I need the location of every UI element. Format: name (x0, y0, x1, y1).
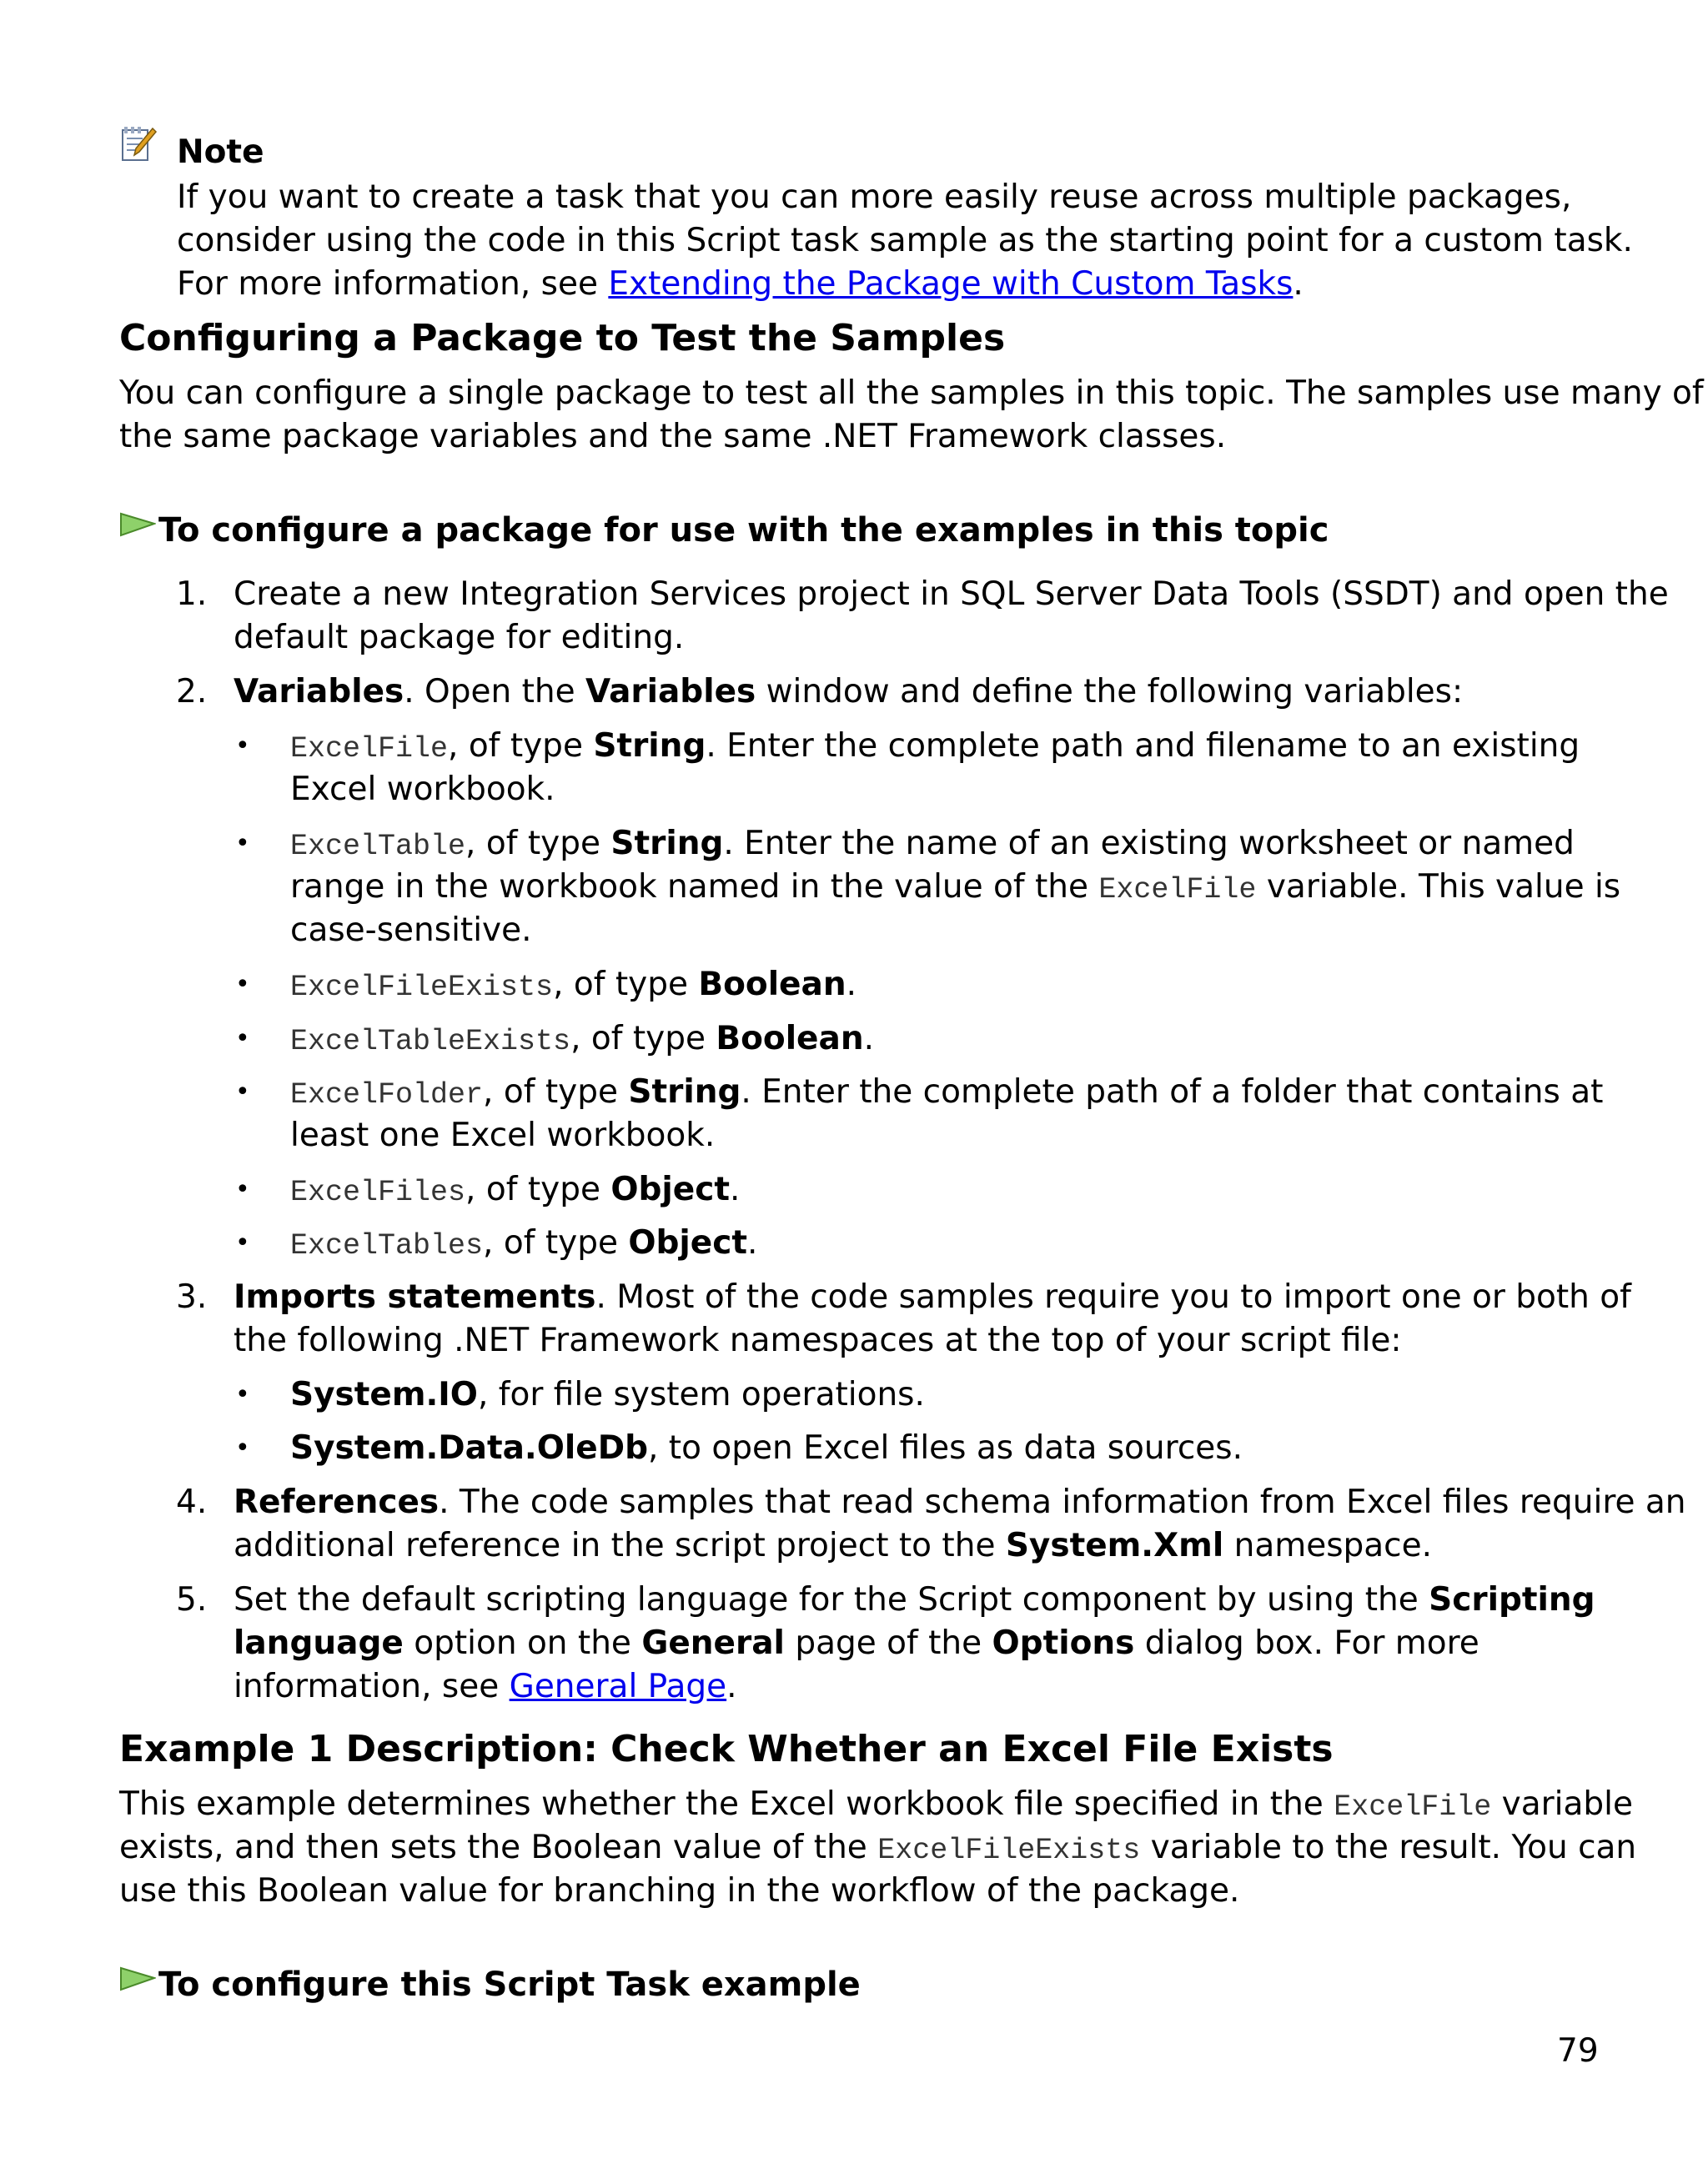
bullet: • (235, 1433, 250, 1463)
namespace-item: System.Data.OleDb, to open Excel files as data sources. (290, 1429, 1243, 1467)
step-text: default package for editing. (234, 619, 685, 656)
note-line: consider using the code in this Script task sample as the starting point for a custom task. (177, 222, 1633, 259)
step-text: References. The code samples that read schema information from Excel files require an (234, 1484, 1686, 1521)
step-number: 1. (176, 575, 208, 613)
step-number: 3. (176, 1278, 208, 1316)
step-text: additional reference in the script project to the System.Xml namespace. (234, 1527, 1433, 1564)
paragraph-line: the same package variables and the same .NET Framework classes. (119, 418, 1227, 455)
step-text: the following .NET Framework namespaces at the top of your script file: (234, 1322, 1402, 1359)
step-number: 2. (176, 673, 208, 710)
bullet: • (235, 1228, 250, 1258)
variable-item: ExcelFileExists, of type Boolean. (290, 966, 857, 1004)
variable-item-line: Excel workbook. (290, 771, 555, 808)
section-heading: Configuring a Package to Test the Samples (119, 317, 1006, 359)
bullet: • (235, 829, 250, 858)
variable-item: ExcelTables, of type Object. (290, 1224, 758, 1263)
step-number: 4. (176, 1484, 208, 1521)
note-line: If you want to create a task that you can more easily reuse across multiple packages, (177, 178, 1572, 216)
section-heading: Example 1 Description: Check Whether an Excel File Exists (119, 1728, 1334, 1770)
bullet: • (235, 1077, 250, 1107)
step-text: Variables. Open the Variables window and define the following variables: (234, 673, 1464, 710)
paragraph-line: use this Boolean value for branching in the workflow of the package. (119, 1872, 1240, 1910)
paragraph-line: exists, and then sets the Boolean value of the ExcelFileExists variable to the result. You can (119, 1829, 1637, 1867)
note-title: Note (177, 133, 264, 171)
bullet: • (235, 1380, 250, 1409)
namespace-item: System.IO, for file system operations. (290, 1376, 925, 1413)
bullet: • (235, 1024, 250, 1053)
extending-package-link[interactable]: Extending the Package with Custom Tasks (608, 265, 1294, 303)
step-text: language option on the General page of the Options dialog box. For more (234, 1624, 1479, 1662)
variable-item: ExcelTableExists, of type Boolean. (290, 1020, 874, 1058)
variable-item: ExcelTable, of type String. Enter the name of an existing worksheet or named (290, 825, 1575, 863)
step-number: 5. (176, 1581, 208, 1619)
page-number: 79 (1557, 2032, 1599, 2070)
variable-item-line: case-sensitive. (290, 911, 532, 949)
step-text: information, see General Page. (234, 1668, 737, 1705)
bullet: • (235, 1175, 250, 1204)
variable-item: ExcelFile, of type String. Enter the complete path and filename to an existing (290, 727, 1580, 766)
paragraph-line: This example determines whether the Excel workbook file specified in the ExcelFile variable (119, 1785, 1633, 1824)
arrow-icon (119, 510, 156, 539)
bullet: • (235, 731, 250, 761)
arrow-icon (119, 1965, 156, 1993)
variable-item-line: range in the workbook named in the value of the ExcelFile variable. This value is (290, 868, 1621, 906)
step-text: Create a new Integration Services project in SQL Server Data Tools (SSDT) and open the (234, 575, 1669, 613)
bullet: • (235, 970, 250, 999)
step-text: Imports statements. Most of the code samples require you to import one or both of (234, 1278, 1631, 1316)
variable-item: ExcelFolder, of type String. Enter the complete path of a folder that contains at (290, 1073, 1604, 1112)
procedure-title: To configure a package for use with the examples in this topic (158, 511, 1329, 550)
variable-item: ExcelFiles, of type Object. (290, 1171, 741, 1209)
variable-item-line: least one Excel workbook. (290, 1117, 716, 1154)
note-icon (119, 125, 158, 163)
procedure-title: To configure this Script Task example (158, 1966, 861, 2004)
paragraph-line: You can configure a single package to test all the samples in this topic. The samples use many of (119, 374, 1704, 412)
general-page-link[interactable]: General Page (509, 1668, 727, 1705)
step-text: Set the default scripting language for the Script component by using the Scripting (234, 1581, 1595, 1619)
note-line: For more information, see Extending the Package with Custom Tasks. (177, 265, 1304, 303)
